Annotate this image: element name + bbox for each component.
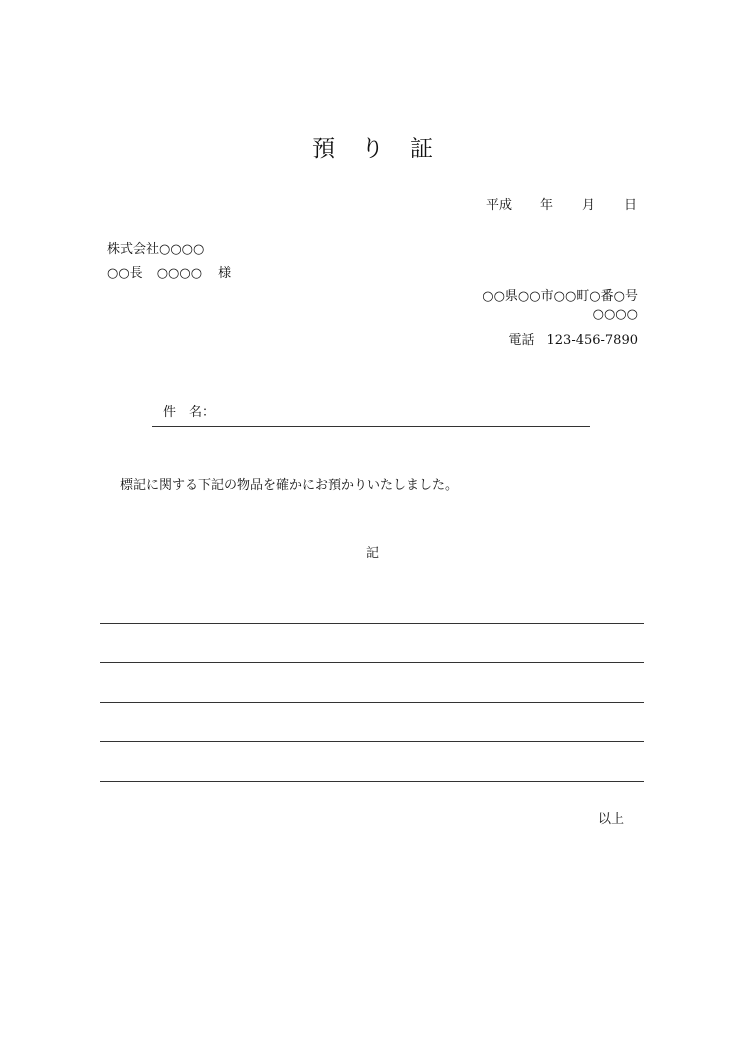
recipient-honorific: 様 [218,266,232,281]
recipient-company: 株式会社○○○○ [107,242,205,257]
recipient-name: ○○○○ [156,266,203,281]
item-row-line [100,781,644,782]
item-row-line [100,702,644,703]
issue-date [486,194,637,213]
date-day: 日 [623,198,637,213]
item-row-line [100,662,644,663]
sender-address: ○○県○○市○○町○番○号 [482,289,638,304]
sender-phone-label: 電話 [508,333,535,348]
closing-text: 以上 [597,812,624,827]
recipient-position: ○○長 [107,266,143,281]
date-month: 月 [581,198,595,213]
item-row-line [100,741,644,742]
sender-name: ○○○○ [592,307,638,322]
body-text: 標記に関する下記の物品を確かにお預かりいたしました。 [120,478,459,493]
date-era: 平成 [485,198,512,213]
ki-heading: 記 [365,546,379,561]
recipient-line [107,262,231,281]
item-row-line [100,623,644,624]
sender-phone-line [508,329,638,348]
subject-underline [152,426,590,427]
sender-phone: 123-456-7890 [546,333,638,348]
date-year: 年 [539,198,553,213]
document-title: 預り証 [312,136,459,162]
subject-label: 件 名： [163,405,216,420]
